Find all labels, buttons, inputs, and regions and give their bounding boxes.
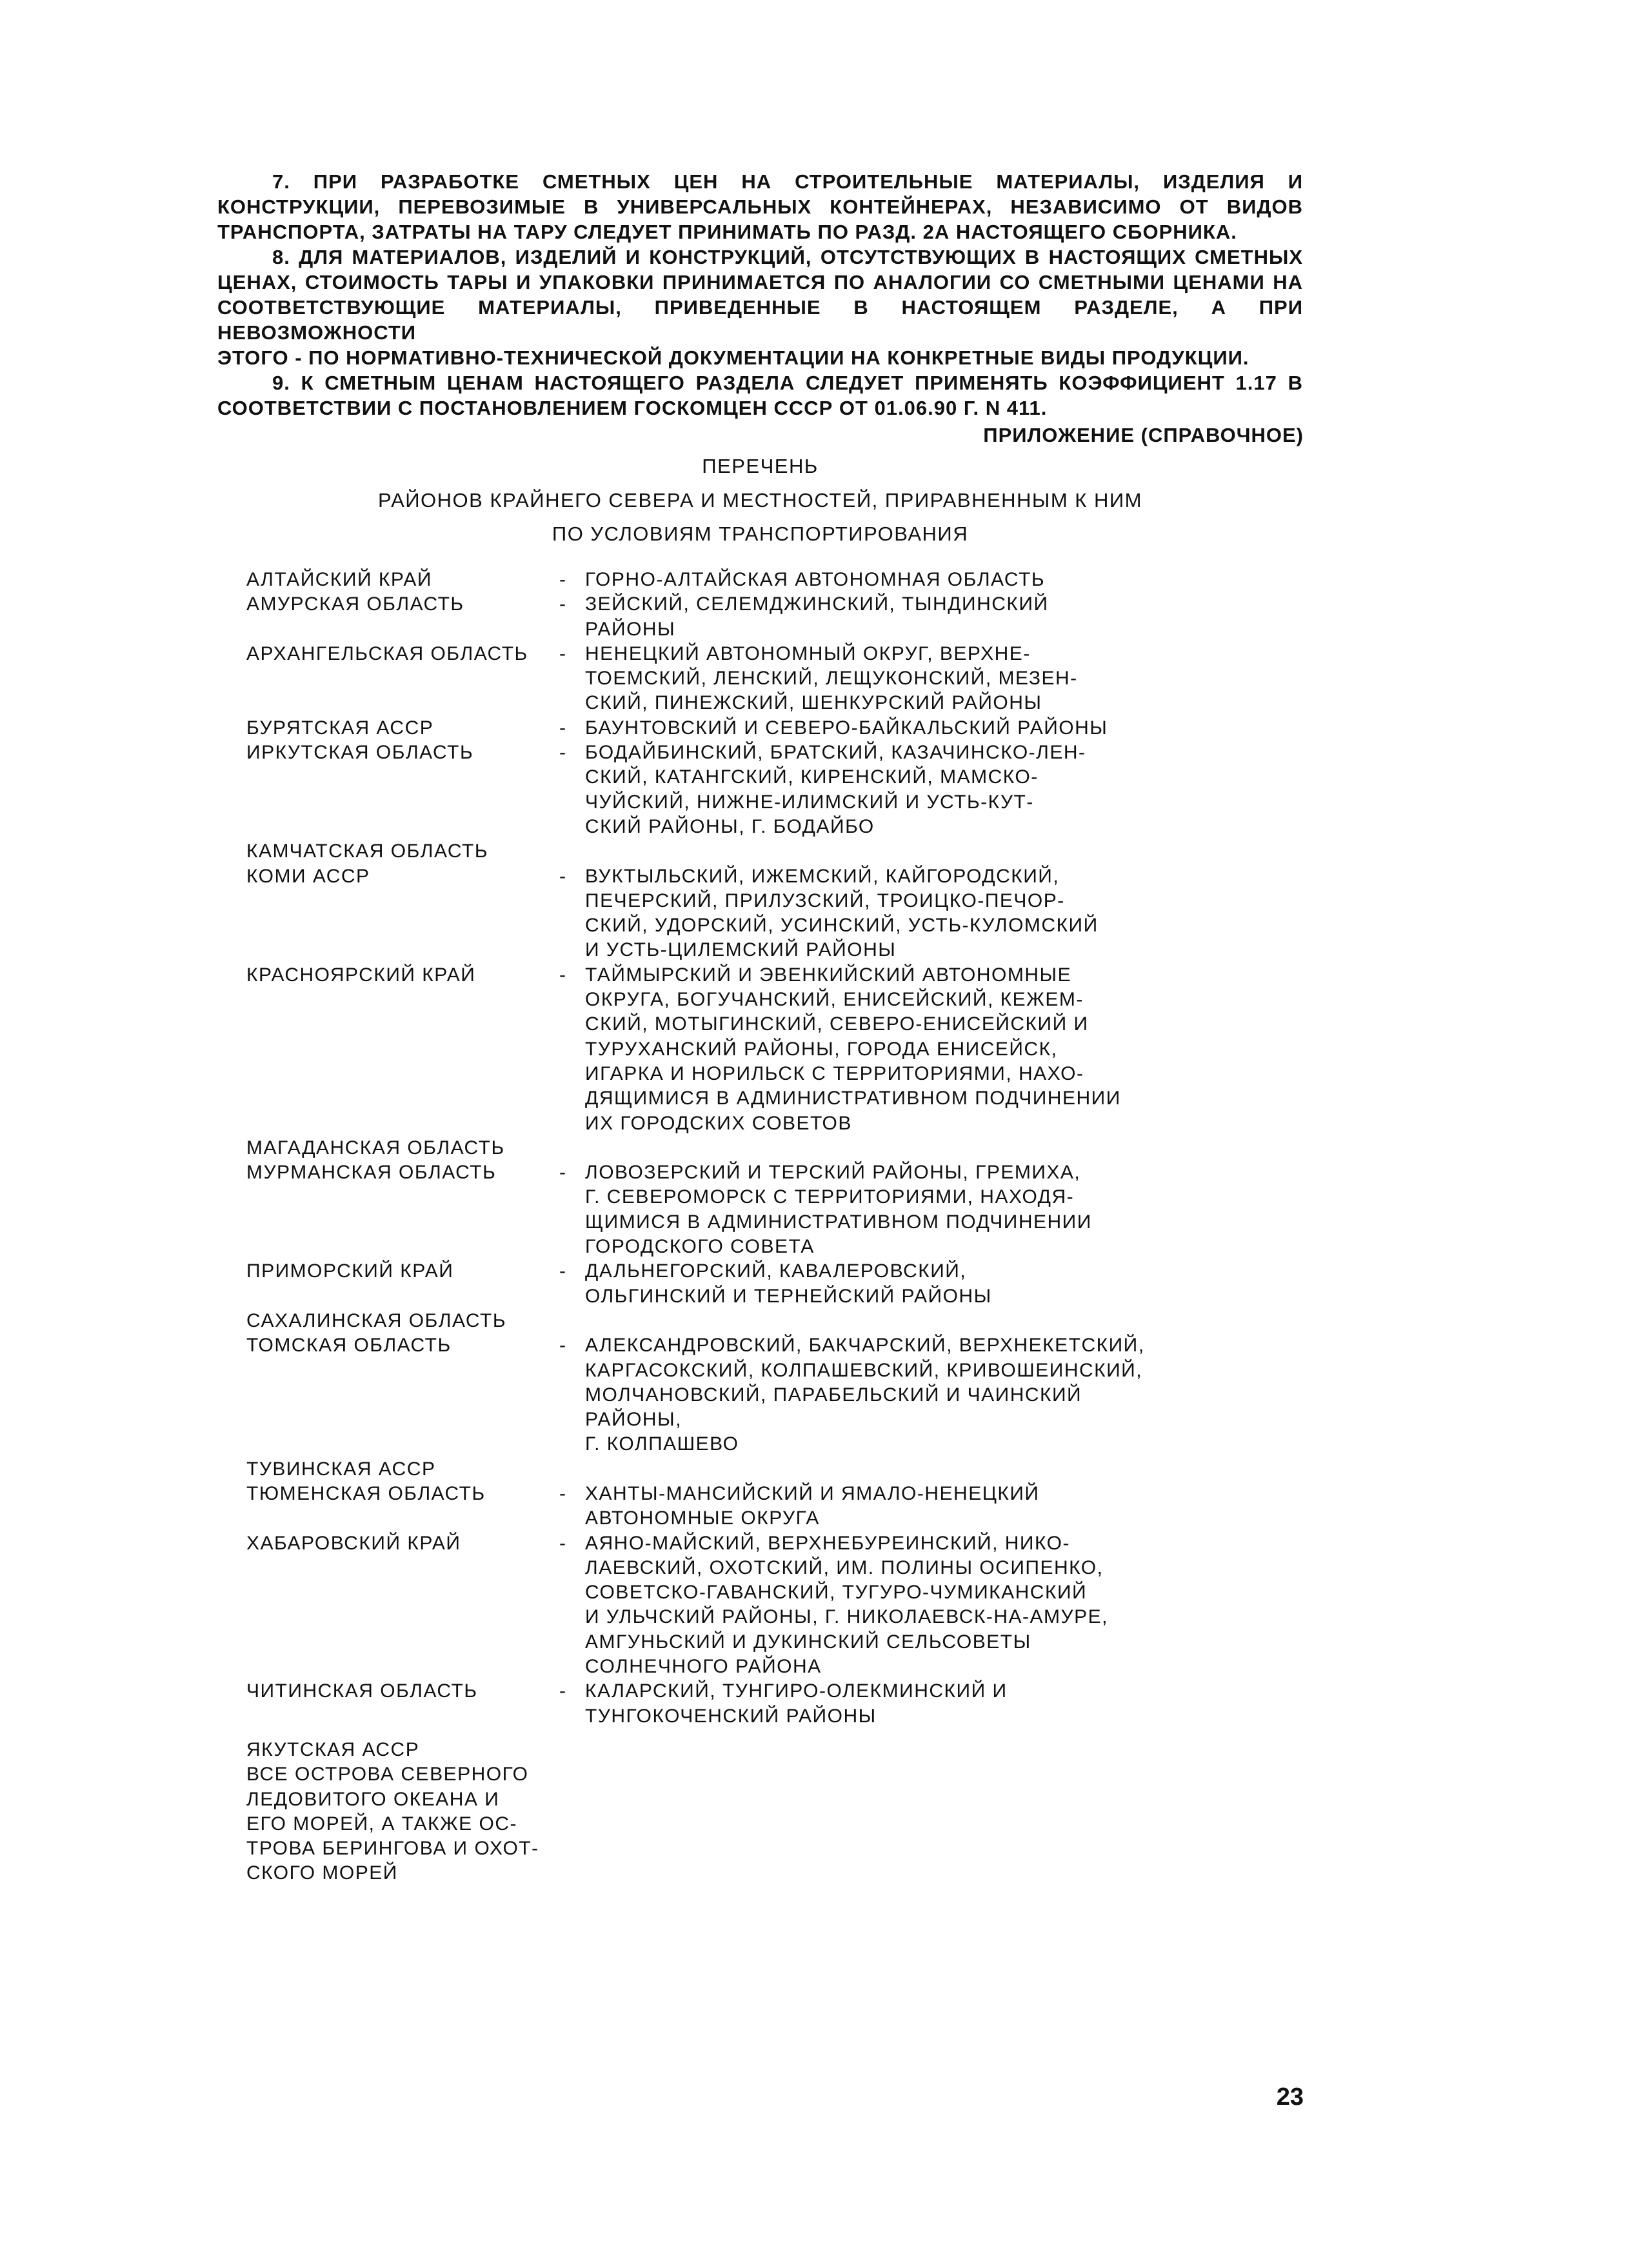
- area-line: ИГАРКА И НОРИЛЬСК С ТЕРРИТОРИЯМИ, НАХО-: [585, 1062, 1084, 1084]
- area-line: НЕНЕЦКИЙ АВТОНОМНЫЙ ОКРУГ, ВЕРХНЕ-: [585, 642, 1031, 664]
- area-line: СКИЙ, УДОРСКИЙ, УСИНСКИЙ, УСТЬ-КУЛОМСКИЙ: [585, 915, 1099, 937]
- region-name: [246, 716, 559, 741]
- area-line: ЩИМИСЯ В АДМИНИСТРАТИВНОМ ПОДЧИНЕНИИ: [585, 1211, 1092, 1233]
- region-name: [246, 864, 559, 889]
- region-dash: -: [559, 1482, 567, 1504]
- region-name: [246, 1482, 559, 1506]
- area-line: АМГУНЬСКИЙ И ДУКИНСКИЙ СЕЛЬСОВЕТЫ: [585, 1631, 1031, 1653]
- region-name-line: КОМИ АССР: [246, 865, 370, 887]
- area-line: ОКРУГА, БОГУЧАНСКИЙ, ЕНИСЕЙСКИЙ, КЕЖЕМ-: [585, 989, 1084, 1011]
- region-areas: [585, 1333, 1166, 1457]
- area-line: СКИЙ, ПИНЕЖСКИЙ, ШЕНКУРСКИЙ РАЙОНЫ: [585, 692, 1042, 714]
- appendix-label: ПРИЛОЖЕНИЕ (СПРАВОЧНОЕ): [983, 424, 1304, 446]
- region-name: [246, 1136, 559, 1160]
- regions-list: [246, 568, 1214, 1886]
- area-line: ХАНТЫ-МАНСИЙСКИЙ И ЯМАЛО-НЕНЕЦКИЙ: [585, 1482, 1040, 1504]
- region-name-line: ИРКУТСКАЯ ОБЛАСТЬ: [246, 742, 474, 764]
- area-line: ОЛЬГИНСКИЙ И ТЕРНЕЙСКИЙ РАЙОНЫ: [585, 1285, 992, 1307]
- region-name: [246, 1531, 559, 1556]
- region-name-line: ХАБАРОВСКИЙ КРАЙ: [246, 1532, 461, 1554]
- region-row: [246, 1679, 1214, 1729]
- region-name-line: АМУРСКАЯ ОБЛАСТЬ: [246, 593, 464, 615]
- region-name-line: ЧИТИНСКАЯ ОБЛАСТЬ: [246, 1680, 478, 1702]
- region-row: [246, 1333, 1214, 1457]
- region-name: [246, 963, 559, 988]
- region-name-line: САХАЛИНСКАЯ ОБЛАСТЬ: [246, 1309, 507, 1331]
- area-line: ТОЕМСКИЙ, ЛЕНСКИЙ, ЛЕЩУКОНСКИЙ, МЕЗЕН-: [585, 668, 1078, 690]
- region-row: [246, 1309, 1214, 1333]
- region-dash: -: [559, 1335, 567, 1357]
- page-number: 23: [1276, 2084, 1304, 2111]
- region-name: [246, 592, 559, 617]
- paragraph-line: 7. ПРИ РАЗРАБОТКЕ СМЕТНЫХ ЦЕН НА СТРОИТЕЛЬНЫЕ МАТЕРИАЛЫ, ИЗДЕЛИЯ И: [272, 170, 1303, 193]
- region-dash: -: [559, 717, 567, 739]
- region-name-line: БУРЯТСКАЯ АССР: [246, 717, 434, 739]
- paragraph-line: СООТВЕТСТВУЮЩИЕ МАТЕРИАЛЫ, ПРИВЕДЕННЫЕ В НАСТОЯЩЕМ РАЗДЕЛЕ, А ПРИ НЕВОЗМОЖНОСТИ: [217, 296, 1303, 344]
- region-row: [246, 1482, 1214, 1531]
- region-name: [246, 1457, 559, 1482]
- area-line: ЗЕЙСКИЙ, СЕЛЕМДЖИНСКИЙ, ТЫНДИНСКИЙ: [585, 593, 1049, 615]
- region-areas: [585, 1679, 1166, 1729]
- area-line: СОВЕТСКО-ГАВАНСКИЙ, ТУГУРО-ЧУМИКАНСКИЙ: [585, 1582, 1088, 1604]
- paragraph-line: 9. К СМЕТНЫМ ЦЕНАМ НАСТОЯЩЕГО РАЗДЕЛА СЛЕДУЕТ ПРИМЕНЯТЬ КОЭФФИЦИЕНТ 1.17 В: [272, 372, 1303, 394]
- area-line: ГОРНО-АЛТАЙСКАЯ АВТОНОМНАЯ ОБЛАСТЬ: [585, 569, 1046, 590]
- area-line: Г. СЕВЕРОМОРСК С ТЕРРИТОРИЯМИ, НАХОДЯ-: [585, 1186, 1075, 1208]
- region-row: [246, 864, 1214, 963]
- region-name: [246, 1333, 559, 1358]
- region-name-line: ПРИМОРСКИЙ КРАЙ: [246, 1260, 454, 1282]
- paragraph-line: ТРАНСПОРТА, ЗАТРАТЫ НА ТАРУ СЛЕДУЕТ ПРИНИМАТЬ ПО РАЗД. 2А НАСТОЯЩЕГО СБОРНИКА.: [217, 221, 1237, 243]
- area-line: СКИЙ, КАТАНГСКИЙ, КИРЕНСКИЙ, МАМСКО-: [585, 766, 1039, 788]
- area-line: МОЛЧАНОВСКИЙ, ПАРАБЕЛЬСКИЙ И ЧАИНСКИЙ РАЙОНЫ,: [585, 1384, 1082, 1431]
- region-name-line: ЕГО МОРЕЙ, А ТАКЖЕ ОС-: [246, 1813, 518, 1835]
- area-line: РАЙОНЫ: [585, 618, 676, 640]
- area-line: ЧУЙСКИЙ, НИЖНЕ-ИЛИМСКИЙ И УСТЬ-КУТ-: [585, 791, 1034, 813]
- region-row: [246, 839, 1214, 864]
- region-row: [246, 568, 1214, 592]
- region-name: [246, 1679, 559, 1704]
- area-line: БАУНТОВСКИЙ И СЕВЕРО-БАЙКАЛЬСКИЙ РАЙОНЫ: [585, 717, 1108, 739]
- region-name-line: АЛТАЙСКИЙ КРАЙ: [246, 569, 432, 590]
- region-name-line: ТРОВА БЕРИНГОВА И ОХОТ-: [246, 1838, 539, 1860]
- list-subtitle-line-2: ПО УСЛОВИЯМ ТРАНСПОРТИРОВАНИЯ: [552, 522, 969, 545]
- region-areas: [585, 1160, 1166, 1259]
- region-row: [246, 1457, 1214, 1482]
- region-row: [246, 1136, 1214, 1160]
- region-row: [246, 592, 1214, 642]
- list-subtitle-line-1: РАЙОНОВ КРАЙНЕГО СЕВЕРА И МЕСТНОСТЕЙ, ПРИРАВНЕННЫМ К НИМ: [378, 489, 1142, 512]
- region-dash: -: [559, 642, 567, 664]
- region-name-line: ВСЕ ОСТРОВА СЕВЕРНОГО: [246, 1764, 529, 1786]
- area-line: КАРГАСОКСКИЙ, КОЛПАШЕВСКИЙ, КРИВОШЕИНСКИЙ,: [585, 1359, 1143, 1381]
- region-name-line: СКОГО МОРЕЙ: [246, 1862, 398, 1884]
- region-areas: [585, 592, 1166, 642]
- paragraph-line: ЦЕНАХ, СТОИМОСТЬ ТАРЫ И УПАКОВКИ ПРИНИМАЕТСЯ ПО АНАЛОГИИ СО СМЕТНЫМИ ЦЕНАМИ НА: [217, 271, 1303, 293]
- area-line: СКИЙ РАЙОНЫ, Г. БОДАЙБО: [585, 815, 875, 837]
- region-row: [246, 642, 1214, 716]
- notes-section: [217, 169, 1303, 421]
- region-name-line: КАМЧАТСКАЯ ОБЛАСТЬ: [246, 841, 489, 862]
- area-line: БОДАЙБИНСКИЙ, БРАТСКИЙ, КАЗАЧИНСКО-ЛЕН-: [585, 742, 1086, 764]
- region-row: [246, 1259, 1214, 1309]
- area-line: АЯНО-МАЙСКИЙ, ВЕРХНЕБУРЕИНСКИЙ, НИКО-: [585, 1532, 1070, 1554]
- area-line: И УСТЬ-ЦИЛЕМСКИЙ РАЙОНЫ: [585, 939, 897, 961]
- paragraph-line: 8. ДЛЯ МАТЕРИАЛОВ, ИЗДЕЛИЙ И КОНСТРУКЦИЙ, ОТСУТСТВУЮЩИХ В НАСТОЯЩИХ СМЕТНЫХ: [272, 246, 1303, 268]
- area-line: ТУРУХАНСКИЙ РАЙОНЫ, ГОРОДА ЕНИСЕЙСК,: [585, 1038, 1058, 1060]
- region-row: [246, 963, 1214, 1136]
- region-areas: [585, 864, 1166, 963]
- region-dash: -: [559, 865, 567, 887]
- area-line: Г. КОЛПАШЕВО: [585, 1433, 739, 1455]
- paragraph-line: КОНСТРУКЦИИ, ПЕРЕВОЗИМЫЕ В УНИВЕРСАЛЬНЫХ КОНТЕЙНЕРАХ, НЕЗАВИСИМО ОТ ВИДОВ: [217, 195, 1303, 218]
- region-name: [246, 642, 559, 666]
- area-line: АЛЕКСАНДРОВСКИЙ, БАКЧАРСКИЙ, ВЕРХНЕКЕТСКИЙ,: [585, 1335, 1145, 1357]
- area-line: ТУНГОКОЧЕНСКИЙ РАЙОНЫ: [585, 1705, 877, 1727]
- region-name-line: ЛЕДОВИТОГО ОКЕАНА И: [246, 1788, 500, 1810]
- paragraph-line: СООТВЕТСТВИИ С ПОСТАНОВЛЕНИЕМ ГОСКОМЦЕН СССР ОТ 01.06.90 Г. N 411.: [217, 397, 1048, 419]
- region-name: [246, 1309, 559, 1333]
- region-dash: -: [559, 1260, 567, 1282]
- region-name: [246, 741, 559, 765]
- region-row: [246, 1738, 1214, 1886]
- region-name-line: ЯКУТСКАЯ АССР: [246, 1738, 420, 1760]
- region-name: [246, 1738, 575, 1886]
- region-dash: -: [559, 593, 567, 615]
- region-row: [246, 1531, 1214, 1680]
- region-dash: -: [559, 1532, 567, 1554]
- region-dash: -: [559, 742, 567, 764]
- area-line: ГОРОДСКОГО СОВЕТА: [585, 1236, 815, 1258]
- region-dash: -: [559, 1162, 567, 1184]
- area-line: КАЛАРСКИЙ, ТУНГИРО-ОЛЕКМИНСКИЙ И: [585, 1680, 1008, 1702]
- region-areas: [585, 642, 1166, 716]
- region-dash: -: [559, 964, 567, 986]
- region-name: [246, 1160, 559, 1185]
- region-areas: [585, 1482, 1166, 1531]
- region-areas: [585, 741, 1166, 839]
- paragraph-line: ЭТОГО - ПО НОРМАТИВНО-ТЕХНИЧЕСКОЙ ДОКУМЕНТАЦИИ НА КОНКРЕТНЫЕ ВИДЫ ПРОДУКЦИИ.: [217, 346, 1249, 369]
- region-name-line: КРАСНОЯРСКИЙ КРАЙ: [246, 964, 476, 986]
- region-areas: [585, 1531, 1166, 1680]
- region-name: [246, 568, 559, 592]
- area-line: ТАЙМЫРСКИЙ И ЭВЕНКИЙСКИЙ АВТОНОМНЫЕ: [585, 964, 1072, 986]
- region-name-line: ТУВИНСКАЯ АССР: [246, 1458, 436, 1480]
- region-row: [246, 741, 1214, 839]
- area-line: АВТОНОМНЫЕ ОКРУГА: [585, 1507, 820, 1529]
- area-line: И УЛЬЧСКИЙ РАЙОНЫ, Г. НИКОЛАЕВСК-НА-АМУРЕ,: [585, 1606, 1108, 1628]
- area-line: ВУКТЫЛЬСКИЙ, ИЖЕМСКИЙ, КАЙГОРОДСКИЙ,: [585, 865, 1060, 887]
- area-line: СОЛНЕЧНОГО РАЙОНА: [585, 1656, 822, 1678]
- region-row: [246, 716, 1214, 741]
- region-dash: -: [559, 569, 567, 590]
- area-line: ЛОВОЗЕРСКИЙ И ТЕРСКИЙ РАЙОНЫ, ГРЕМИХА,: [585, 1162, 1081, 1184]
- region-areas: [585, 1259, 1166, 1309]
- region-name-line: МАГАДАНСКАЯ ОБЛАСТЬ: [246, 1137, 505, 1159]
- region-areas: [585, 963, 1166, 1136]
- region-row: [246, 1160, 1214, 1259]
- region-name-line: АРХАНГЕЛЬСКАЯ ОБЛАСТЬ: [246, 642, 528, 664]
- region-name: [246, 839, 559, 864]
- region-dash: -: [559, 1680, 567, 1702]
- area-line: ЛАЕВСКИЙ, ОХОТСКИЙ, ИМ. ПОЛИНЫ ОСИПЕНКО,: [585, 1557, 1104, 1578]
- region-name-line: МУРМАНСКАЯ ОБЛАСТЬ: [246, 1162, 497, 1184]
- area-line: ИХ ГОРОДСКИХ СОВЕТОВ: [585, 1112, 852, 1134]
- region-areas: [585, 568, 1166, 592]
- area-line: ДЯЩИМИСЯ В АДМИНИСТРАТИВНОМ ПОДЧИНЕНИИ: [585, 1088, 1121, 1109]
- region-name: [246, 1259, 559, 1284]
- region-name-line: ТОМСКАЯ ОБЛАСТЬ: [246, 1335, 452, 1357]
- area-line: ДАЛЬНЕГОРСКИЙ, КАВАЛЕРОВСКИЙ,: [585, 1260, 967, 1282]
- region-areas: [585, 716, 1166, 741]
- area-line: ПЕЧЕРСКИЙ, ПРИЛУЗСКИЙ, ТРОИЦКО-ПЕЧОР-: [585, 890, 1065, 911]
- region-name-line: ТЮМЕНСКАЯ ОБЛАСТЬ: [246, 1482, 486, 1504]
- list-title: ПЕРЕЧЕНЬ: [702, 455, 819, 477]
- area-line: СКИЙ, МОТЫГИНСКИЙ, СЕВЕРО-ЕНИСЕЙСКИЙ И: [585, 1013, 1089, 1035]
